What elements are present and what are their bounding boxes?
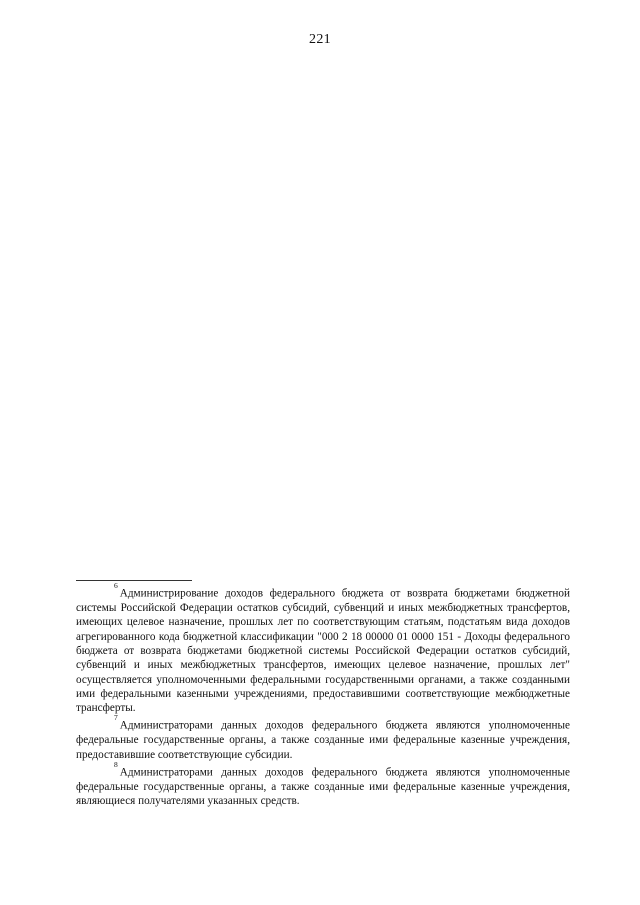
footnote-number: 7 — [114, 713, 118, 723]
footnotes-section — [76, 583, 570, 809]
footnote-text: Администраторами данных доходов федерального бюджета являются уполномоченные федеральные государственные органы, а также созданные ими федеральные казенные учреждения, предоставившие соответствующие субсидии. — [76, 720, 570, 761]
footnote-text: Администраторами данных доходов федерального бюджета являются уполномоченные федеральные государственные органы, а также созданные ими федеральные казенные учреждения, являющиеся получателями указанных средств. — [76, 766, 570, 808]
footnote-8 — [76, 762, 570, 809]
footnote-number: 6 — [114, 581, 118, 590]
footnote-separator — [76, 580, 192, 581]
footnote-text: Администрирование доходов федерального бюджета от возврата бюджетами бюджетной системы Российской Федерации остатков субсидий, субвенций и иных межбюджетных трансфертов, имеющих целевое назначение, прошлых лет по соответствующим статьям, подстатьям вида доходов агрегированного кода бюджетной классификации "000 2 18 00000 01 0000 151 - Доходы федерального бюджета от возврата бюджетами бюджетной системы Российской Федерации остатков субсидий, субвенций и иных межбюджетных трансфертов, имеющих целевое назначение, прошлых лет" осуществляется уполномоченными федеральными государственными органами, а также созданными ими федеральными казенными учреждениями, предоставившими соответствующие межбюджетные трансферты. — [76, 587, 570, 715]
footnote-6 — [76, 583, 570, 715]
footnote-7 — [76, 715, 570, 762]
page-number: 221 — [309, 32, 331, 47]
footnote-number: 8 — [114, 760, 118, 770]
